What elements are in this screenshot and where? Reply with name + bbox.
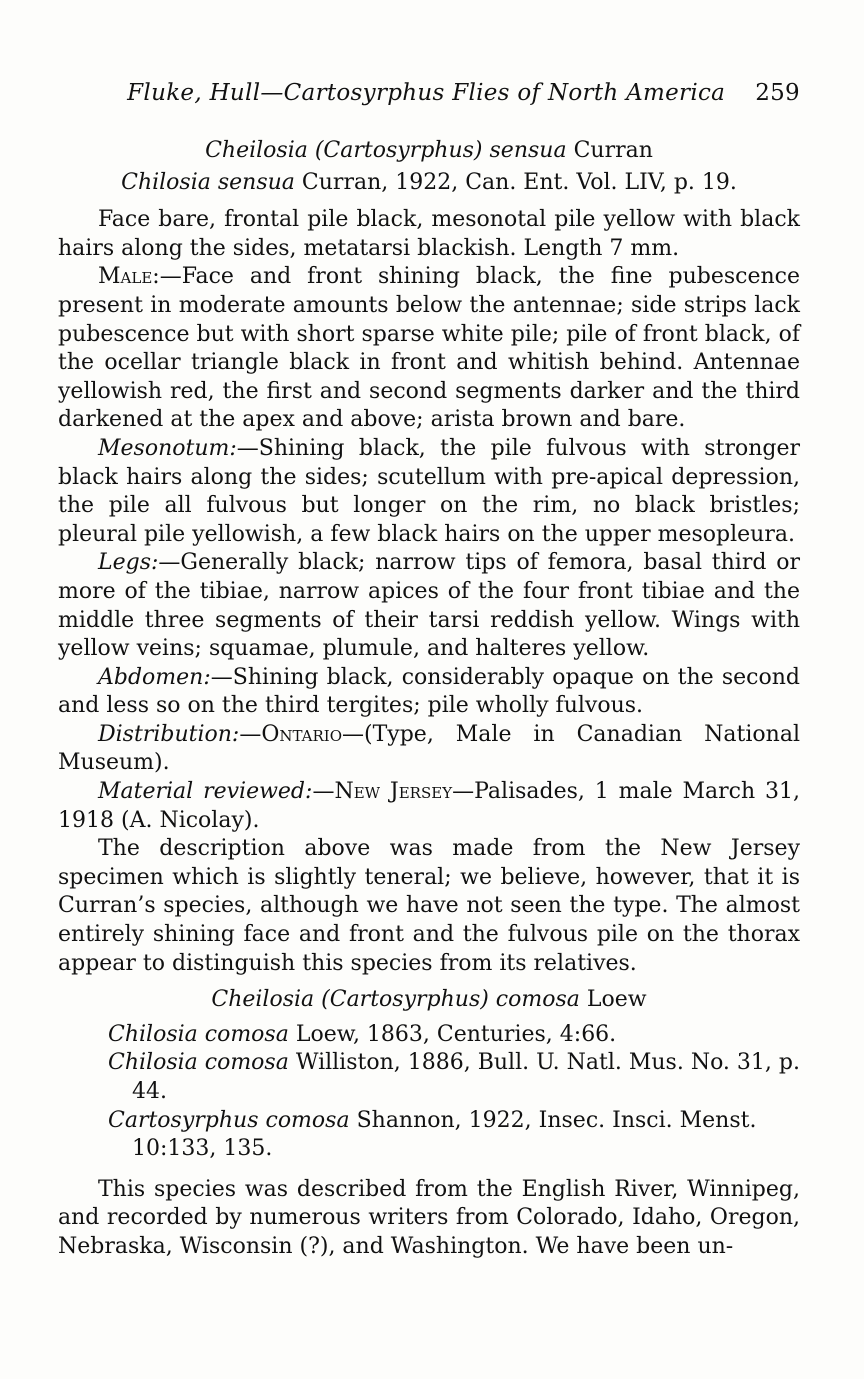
synonym-entry xyxy=(108,1049,800,1106)
abdomen-label: Abdomen: xyxy=(98,664,211,690)
mesonotum-label: Mesonotum: xyxy=(98,435,237,461)
page-number: 259 xyxy=(755,80,800,106)
running-title: Fluke, Hull—Cartosyrphus Flies of North America xyxy=(127,80,726,106)
legs-label: Legs: xyxy=(98,550,159,576)
section-spacer xyxy=(58,978,800,986)
species-name: Cheilosia (Cartosyrphus) sensua xyxy=(205,138,567,163)
legs-text: —Generally black; narrow tips of femora, basal third or more of the tibiae, narrow apices of the four front tibiae and the middle three segments of their tarsi reddish yellow. Wings with yellow veins; squamae, plumule, and halteres yellow. xyxy=(58,550,800,662)
synonym-sensua xyxy=(58,169,800,198)
synonym-name: Chilosia comosa xyxy=(108,1050,289,1076)
synonym-reference: Loew, 1863, Centuries, 4:66. xyxy=(295,1021,617,1047)
running-header xyxy=(0,78,800,108)
paragraph-discussion: The description above was made from the New Jersey specimen which is slightly teneral; we believe, however, that it is Curran’s species, although we have not seen the type. The almost entirely shining face and front and the fulvous pile on the thorax appear to distinguish this species from its relatives. xyxy=(58,836,800,976)
species-heading-comosa xyxy=(58,986,800,1015)
paragraph-mesonotum xyxy=(58,435,800,549)
distribution-text: (Type, Male in Canadian National Museum). xyxy=(58,721,800,776)
material-text: Palisades, 1 male March 31, 1918 (A. Nicolay). xyxy=(58,779,800,833)
species-author: Loew xyxy=(586,987,647,1013)
synonym-reference: Curran, 1922, Can. Ent. Vol. LIV, p. 19. xyxy=(301,169,737,195)
material-place: —New Jersey— xyxy=(312,779,475,805)
male-text: :—Face and front shining black, the fine pubescence present in moderate amounts below the antennae; side strips lack pubescence but with short sparse white pile; pile of front black, of the ocellar triangle black in front and whitish behind. Antennae yellowish red, the first and second segments darker and the third darkened at the apex and above; arista brown and bare. xyxy=(58,264,800,433)
mesonotum-text: —Shining black, the pile fulvous with stronger black hairs along the sides; scutellum with pre-apical depression, the pile all fulvous but longer on the rim, no black bristles; pleural pile yellowish, a few black hairs on the upper mesopleura. xyxy=(58,435,800,547)
paragraph-material xyxy=(58,778,800,835)
paragraph-comosa-discussion: This species was described from the English River, Winnipeg, and recorded by numerous writers from Colorado, Idaho, Oregon, Nebraska, Wisconsin (?), and Washington. We have been un- xyxy=(58,1176,800,1259)
material-label: Material reviewed: xyxy=(98,779,313,805)
synonym-name: Chilosia comosa xyxy=(108,1021,289,1047)
synonym-name: Cartosyrphus comosa xyxy=(108,1107,350,1133)
synonym-name: Chilosia sensua xyxy=(121,169,295,195)
synonym-entry xyxy=(108,1021,800,1050)
abdomen-text: —Shining black, considerably opaque on the second and less so on the third tergites; pile wholly fulvous. xyxy=(58,664,800,719)
distribution-label: Distribution: xyxy=(98,721,240,747)
paragraph-male xyxy=(58,263,800,435)
paragraph-abdomen xyxy=(58,664,800,721)
distribution-place: —Ontario— xyxy=(239,721,365,747)
synonym-list-comosa xyxy=(58,1021,800,1164)
paragraph-distribution xyxy=(58,721,800,778)
synonym-entry xyxy=(108,1107,800,1164)
paragraph-legs xyxy=(58,549,800,663)
species-name: Cheilosia (Cartosyrphus) comosa xyxy=(211,987,580,1013)
synonym-reference: Williston, 1886, Bull. U. Natl. Mus. No. 31, p. 44. xyxy=(132,1050,800,1104)
synonym-reference: Shannon, 1922, Insec. Insci. Menst. 10:133, 135. xyxy=(132,1107,757,1162)
paragraph-intro: Face bare, frontal pile black, mesonotal pile yellow with black hairs along the sides, metatarsi blackish. Length 7 mm. xyxy=(58,207,800,261)
species-heading-sensua xyxy=(58,137,800,166)
male-label: Male xyxy=(98,264,153,290)
species-author: Curran xyxy=(573,138,653,163)
article-body xyxy=(58,137,800,1262)
